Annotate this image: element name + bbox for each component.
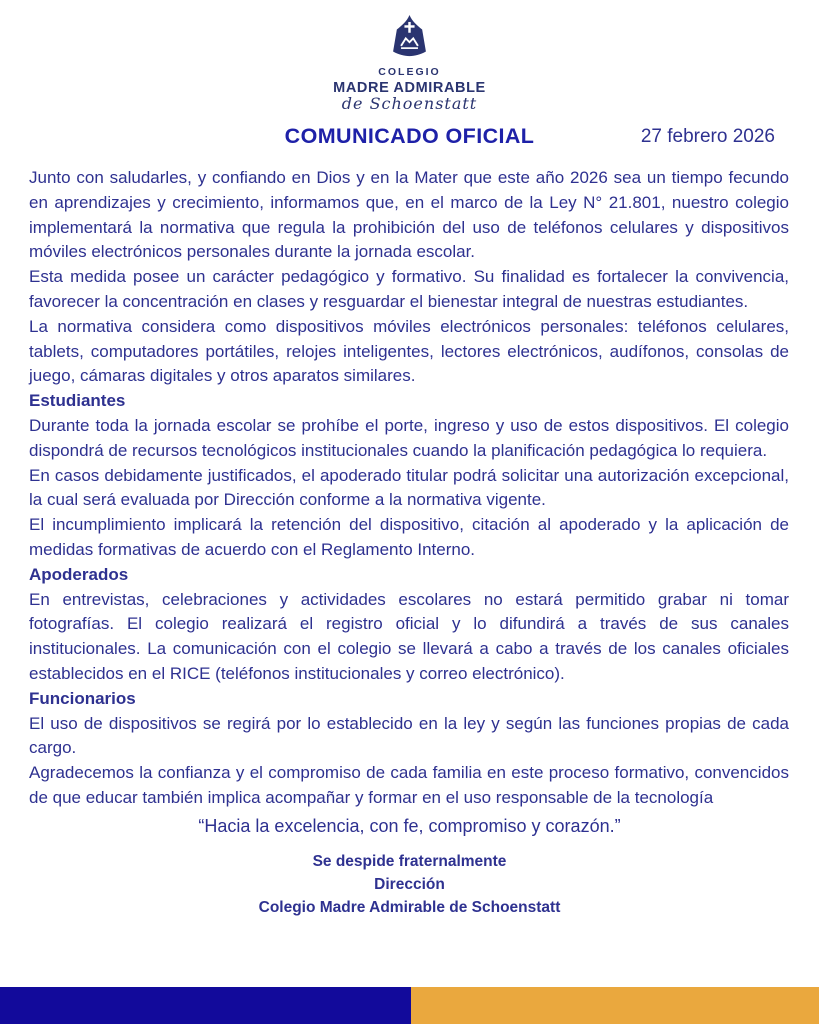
paragraph-noncompliance: El incumplimiento implicará la retención del dispositivo, citación al apoderado y la aplicación de medidas formativas de acuerdo con el Reglamento Interno. bbox=[29, 515, 789, 559]
footer-navy-segment bbox=[0, 987, 411, 1024]
signoff-direccion: Dirección bbox=[374, 875, 445, 893]
paragraph-guardians-rule: En entrevistas, celebraciones y actividades escolares no estará permitido grabar ni tomar fotografías. El colegio realizará el registro oficial y lo difundirá a través de sus canales institucionales. La comunicación con el colegio se llevará a cabo a través de los canales oficiales establecidos en el RICE (teléfonos institucionales y correo electrónico). bbox=[29, 589, 789, 683]
section-heading-apoderados: Apoderados bbox=[29, 564, 129, 584]
title-row bbox=[0, 124, 819, 154]
footer-gold-segment bbox=[411, 987, 819, 1024]
paragraph-purpose: Esta medida posee un carácter pedagógico y formativo. Su finalidad es fortalecer la convivencia, favorecer la concentración en clases y resguardar el bienestar integral de nuestras estudiantes. bbox=[29, 267, 789, 311]
paragraph-intro: Junto con saludarles, y confiando en Dios y en la Mater que este año 2026 sea un tiempo fecundo en aprendizajes y crecimiento, informamos que, en el marco de la Ley N° 21.801, nuestro colegio implementará la normativa que regula la prohibición del uso de teléfonos celulares y dispositivos móviles electrónicos personales durante la jornada escolar. bbox=[29, 168, 789, 262]
signoff-school-name: Colegio Madre Admirable de Schoenstatt bbox=[258, 898, 561, 916]
body-text bbox=[29, 166, 789, 811]
section-heading-funcionarios: Funcionarios bbox=[29, 688, 136, 708]
logo-text-madre-admirable: MADRE ADMIRABLE bbox=[333, 79, 486, 96]
logo-text-colegio: COLEGIO bbox=[378, 66, 441, 78]
paragraph-exception: En casos debidamente justificados, el apoderado titular podrá solicitar una autorización excepcional, la cual será evaluada por Dirección conforme a la normativa vigente. bbox=[29, 465, 789, 510]
signoff-block bbox=[0, 850, 819, 919]
document-title: COMUNICADO OFICIAL bbox=[284, 124, 535, 148]
document-date: 27 febrero 2026 bbox=[640, 126, 775, 147]
footer-bar bbox=[0, 987, 819, 1024]
signoff-farewell: Se despide fraternalmente bbox=[312, 852, 507, 870]
paragraph-staff-rule: El uso de dispositivos se regirá por lo establecido en la ley y según las funciones propias de cada cargo. bbox=[29, 713, 789, 758]
schoenstatt-emblem-icon bbox=[387, 13, 432, 60]
paragraph-students-rule: Durante toda la jornada escolar se prohíbe el porte, ingreso y uso de estos dispositivos. El colegio dispondrá de recursos tecnológicos institucionales cuando la planificación pedagógica lo requiera. bbox=[29, 415, 789, 460]
paragraph-devices-definition: La normativa considera como dispositivos móviles electrónicos personales: teléfonos celulares, tablets, computadores portátiles, relojes inteligentes, lectores electrónicos, audífonos, consolas de juego, cámaras digitales y otros aparatos similares. bbox=[29, 316, 789, 386]
section-heading-estudiantes: Estudiantes bbox=[29, 391, 126, 411]
school-logo bbox=[0, 0, 819, 112]
motto-quote: “Hacia la excelencia, con fe, compromiso y corazón.” bbox=[198, 815, 621, 836]
logo-text-de-schoenstatt: de Schoenstatt bbox=[341, 94, 478, 113]
paragraph-thanks: Agradecemos la confianza y el compromiso de cada familia en este proceso formativo, convencidos de que educar también implica acompañar y formar en el uso responsable de la tecnología bbox=[29, 763, 789, 807]
